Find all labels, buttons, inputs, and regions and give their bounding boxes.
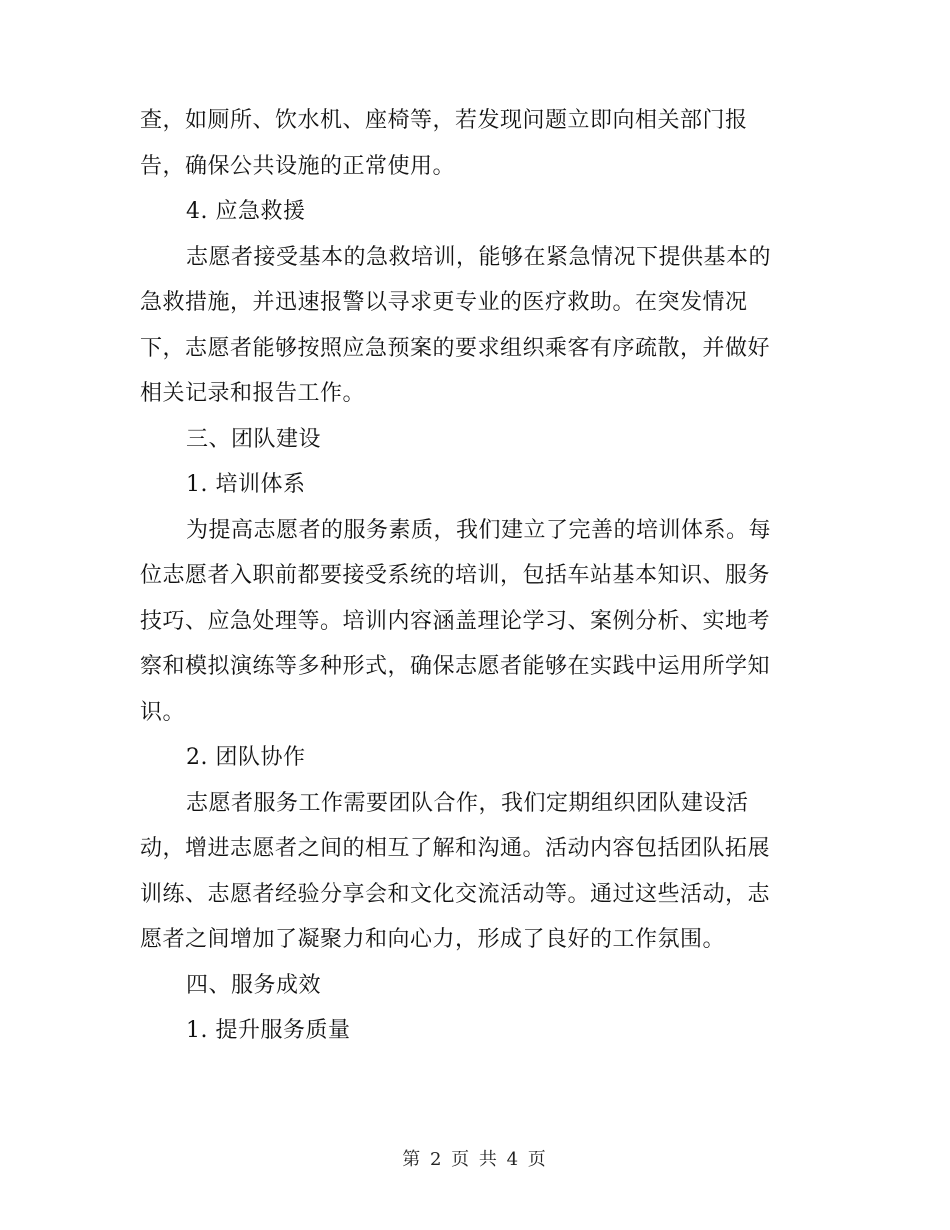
- text-line: 下，志愿者能够按照应急预案的要求组织乘客有序疏散，并做好: [140, 335, 771, 361]
- chapter-heading: 三、团队建设: [186, 426, 322, 452]
- section-heading: 1. 提升服务质量: [186, 1018, 351, 1043]
- text-line: 告，确保公共设施的正常使用。: [140, 153, 456, 179]
- document-body: [140, 98, 800, 1054]
- page-footer: 第 2 页 共 4 页: [402, 1149, 548, 1170]
- text-line: 急救措施，并迅速报警以寻求更专业的医疗救助。在突发情况: [140, 290, 748, 315]
- chapter-heading: 四、服务成效: [186, 972, 322, 998]
- section-heading: 1. 培训体系: [186, 472, 306, 497]
- text-line: 技巧、应急处理等。培训内容涵盖理论学习、案例分析、实地考: [140, 608, 771, 634]
- text-line: 相关记录和报告工作。: [140, 381, 366, 406]
- text-line: 训练、志愿者经验分享会和文化交流活动等。通过这些活动，志: [140, 881, 771, 907]
- text-line: 察和模拟演练等多种形式，确保志愿者能够在实践中运用所学知: [140, 654, 771, 679]
- text-line: 查，如厕所、饮水机、座椅等，若发现问题立即向相关部门报: [140, 108, 748, 133]
- text-line: 动，增进志愿者之间的相互了解和沟通。活动内容包括团队拓展: [140, 836, 771, 861]
- text-line: 识。: [140, 699, 186, 725]
- section-heading: 4. 应急救援: [186, 199, 306, 224]
- text-line: 为提高志愿者的服务素质，我们建立了完善的培训体系。每: [186, 517, 772, 543]
- text-line: 愿者之间增加了凝聚力和向心力，形成了良好的工作氛围。: [140, 927, 726, 952]
- section-heading: 2. 团队协作: [186, 745, 306, 770]
- text-line: 位志愿者入职前都要接受系统的培训，包括车站基本知识、服务: [140, 563, 771, 588]
- text-line: 志愿者服务工作需要团队合作，我们定期组织团队建设活: [186, 790, 749, 816]
- text-line: 志愿者接受基本的急救培训，能够在紧急情况下提供基本的: [186, 244, 772, 270]
